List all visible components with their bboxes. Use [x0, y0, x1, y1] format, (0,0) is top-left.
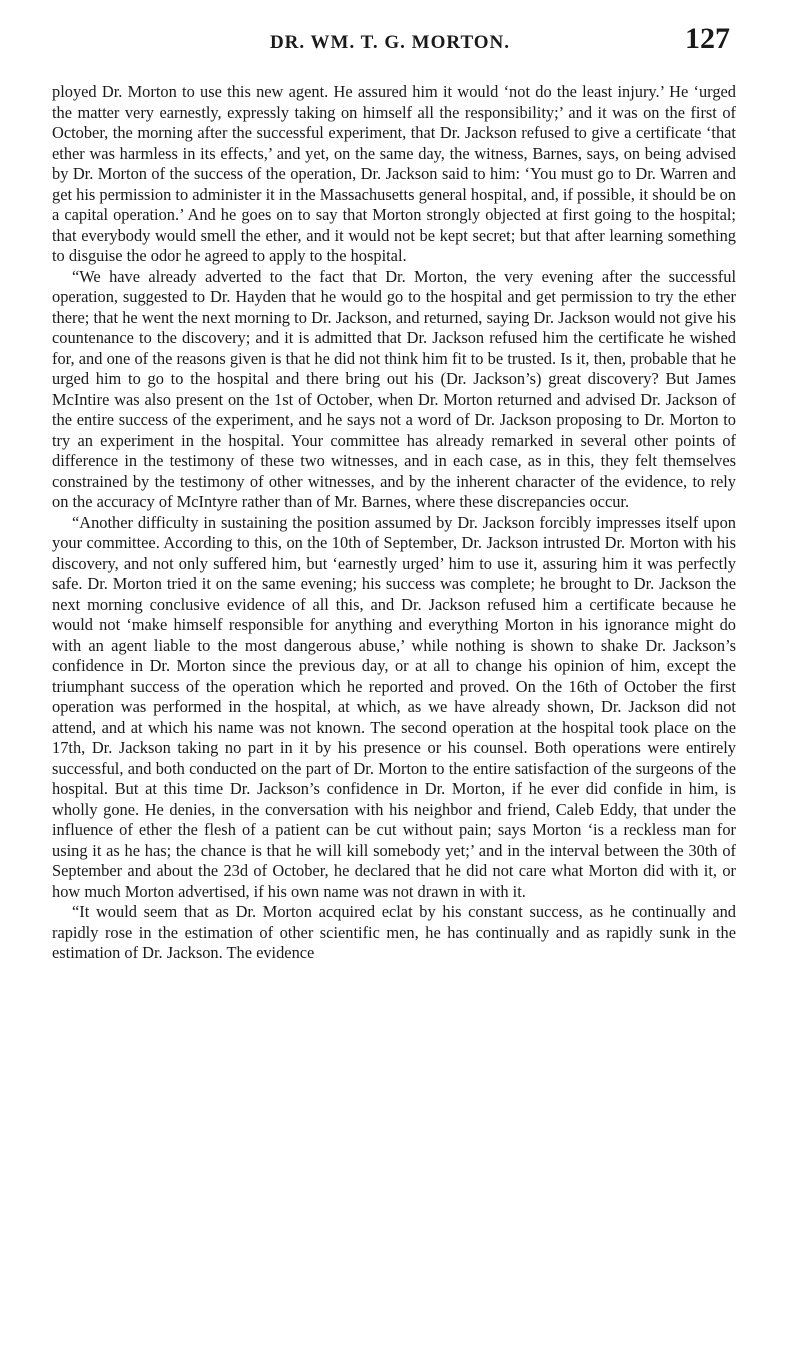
paragraph-another-difficulty: “Another difficulty in sustaining the position assumed by Dr. Jackson forcibly impresses itself upon your committee. According to this, on the 10th of September, Dr. Jackson intrusted Dr. Morton with his discovery, and not only suffered him, but ‘earnestly urged’ him to use it, assuring him it was perfectly safe. Dr. Morton tried it on the same evening; his success was complete; he brought to Dr. Jackson the next morning conclusive evidence of all this, and Dr. Jackson refused him a certificate because he would not ‘make himself responsible for anything and everything Morton in his ignorance might do with an agent liable to the most dangerous abuse,’ while nothing is shown to shake Dr. Jackson’s confidence in Dr. Morton since the previous day, or at all to change his opinion of him, except the triumphant success of the operation which he reported and proved. On the 16th of October the first operation was performed in the hospital, at which, as we have already shown, Dr. Jackson did not attend, and at which his name was not known. The second operation at the hospital took place on the 17th, Dr. Jackson taking no part in it by his presence or his counsel. Both operations were entirely successful, and both conducted on the part of Dr. Morton to the entire satisfaction of the surgeons of the hospital. But at this time Dr. Jackson’s confidence in Dr. Morton, if he ever did confide in him, is wholly gone. He denies, in the conversation with his neighbor and friend, Caleb Eddy, that under the influence of ether the flesh of a patient can be cut without pain; says Morton ‘is a reckless man for using it as he has; the chance is that he will kill somebody yet;’ and in the interval between the 30th of September and about the 23d of October, he declared that he did not care what Morton did with it, or how much Morton advertised, if his own name was not drawn in with it.: [52, 512, 736, 901]
paragraph-hospital-permission: “We have already adverted to the fact that Dr. Morton, the very evening after the successful operation, suggested to Dr. Hayden that he would go to the hospital and get permission to try the ether there; that he went the next morning to Dr. Jackson, and returned, saying Dr. Jackson would not give his countenance to the discovery; and it is admitted that Dr. Jackson refused him the certificate he wished for, and one of the reasons given is that he did not think him fit to be trusted. Is it, then, probable that he urged him to go to the hospital and there bring out his (Dr. Jackson’s) great discovery? But James McIntire was also present on the 1st of October, when Dr. Morton returned and advised Dr. Jackson of the entire success of the experiment, and he says not a word of Dr. Jackson proposing to Dr. Morton to try an experiment in the hospital. Your committee has already remarked in several other points of difference in the testimony of these two witnesses, and in each case, as in this, they felt themselves constrained by the testimony of other witnesses, and by the inherent character of the evidence, to rely on the accuracy of McIntyre rather than of Mr. Barnes, where these discrepancies occur.: [52, 266, 736, 511]
page-number: 127: [685, 22, 730, 55]
paragraph-eclat: “It would seem that as Dr. Morton acquired eclat by his constant success, as he continually and rapidly rose in the estimation of other scientific men, he has continually and as rapidly sunk in the estimation of Dr. Jackson. The evidence: [52, 902, 736, 962]
running-title: DR. WM. T. G. MORTON.: [269, 32, 511, 53]
running-head: [50, 18, 730, 58]
paragraph-continuation: ployed Dr. Morton to use this new agent. He assured him it would ‘not do the least injury.’ He ‘urged the matter very earnestly, expressly taking on himself all the responsibility;’ and it was on the first of October, the morning after the successful experiment, that Dr. Jackson refused to give a certificate ‘that ether was harmless in its effects,’ and yet, on the same day, the witness, Barnes, says, on being advised by Dr. Morton of the success of the operation, Dr. Jackson said to him: ‘You must go to Dr. Warren and get his permission to administer it in the Massachusetts general hospital, and, if possible, it should be on a capital operation.’ And he goes on to say that Morton strongly objected at first going to the hospital; that everybody would smell the ether, and it would not be kept secret; but that after learning something to disguise the odor he agreed to apply to the hospital.: [52, 82, 736, 265]
body-text: [52, 82, 736, 964]
